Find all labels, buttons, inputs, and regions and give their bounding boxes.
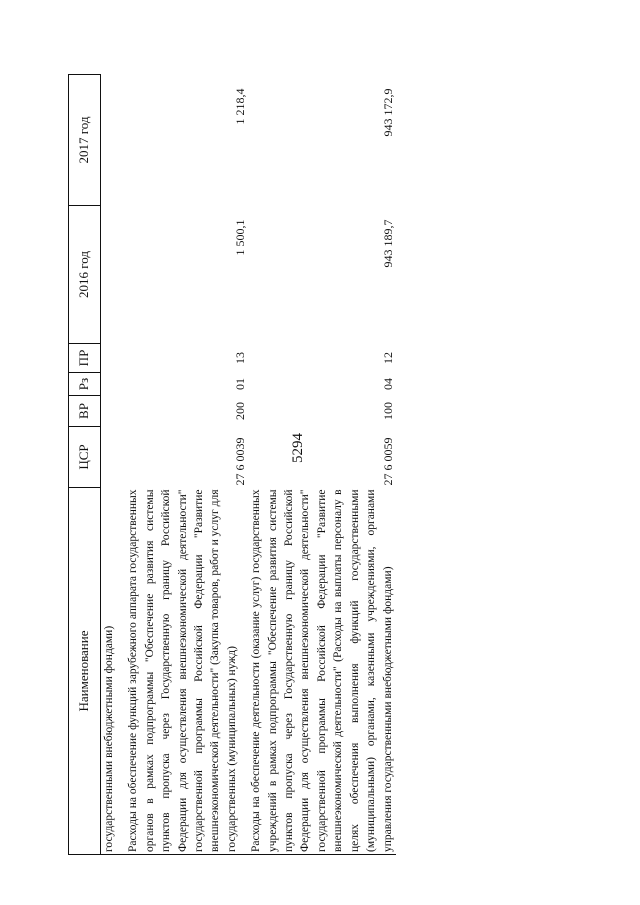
row-csr: 27 6 0039 — [232, 437, 247, 486]
row-rz: 04 — [380, 378, 395, 390]
table-row — [248, 75, 396, 855]
row-vr: 100 — [380, 402, 395, 420]
budget-table — [68, 74, 396, 855]
header-rz: Рз — [69, 373, 101, 396]
header-2016: 2016 год — [69, 206, 101, 344]
row-name: Расходы на обеспечение деятельности (оказание услуг) государственных учреждений в рамках подпрограммы "Обеспечение развития системы пунктов пропуска через Государственную границу Российской Федерации для осуществления внешнеэкономической деятельности" государственной программы Российской Федерации "Развитие внешнеэкономической деятельности" (Расходы на выплаты персоналу в целях обеспечения выполнения функций государственными (муниципальными) органами, казенными учреждениями, органами управления государственными внебюджетными фондами) — [248, 488, 396, 855]
row-rz: 01 — [232, 378, 247, 390]
row-2016: 1 500,1 — [232, 219, 247, 256]
header-csr: ЦСР — [69, 427, 101, 488]
continuation-row — [101, 75, 126, 855]
continuation-text: государственными внебюджетными фондами) — [101, 488, 126, 855]
table-row — [125, 75, 248, 855]
row-pr: 12 — [380, 352, 395, 364]
header-vr: ВР — [69, 396, 101, 427]
page-number: 5294 — [290, 433, 306, 463]
row-2017: 1 218,4 — [232, 88, 247, 125]
row-csr: 27 6 0059 — [380, 437, 395, 486]
row-pr: 13 — [232, 352, 247, 364]
row-2016: 943 189,7 — [380, 219, 395, 268]
row-name: Расходы на обеспечение функций зарубежного аппарата государственных органов в рамках подпрограммы "Обеспечение развития системы пунктов пропуска через Государственную границу Российской Федерации для осуществления внешнеэкономической деятельности" государственной программы Российской Федерации "Развитие внешнеэкономической деятельности" (Закупка товаров, работ и услуг для государственных (муниципальных) нужд) — [125, 488, 248, 855]
row-vr: 200 — [232, 402, 247, 420]
header-pr: ПР — [69, 344, 101, 373]
table-header-row — [69, 75, 101, 855]
row-2017: 943 172,9 — [380, 88, 395, 137]
header-name: Наименование — [69, 488, 101, 855]
header-2017: 2017 год — [69, 75, 101, 206]
